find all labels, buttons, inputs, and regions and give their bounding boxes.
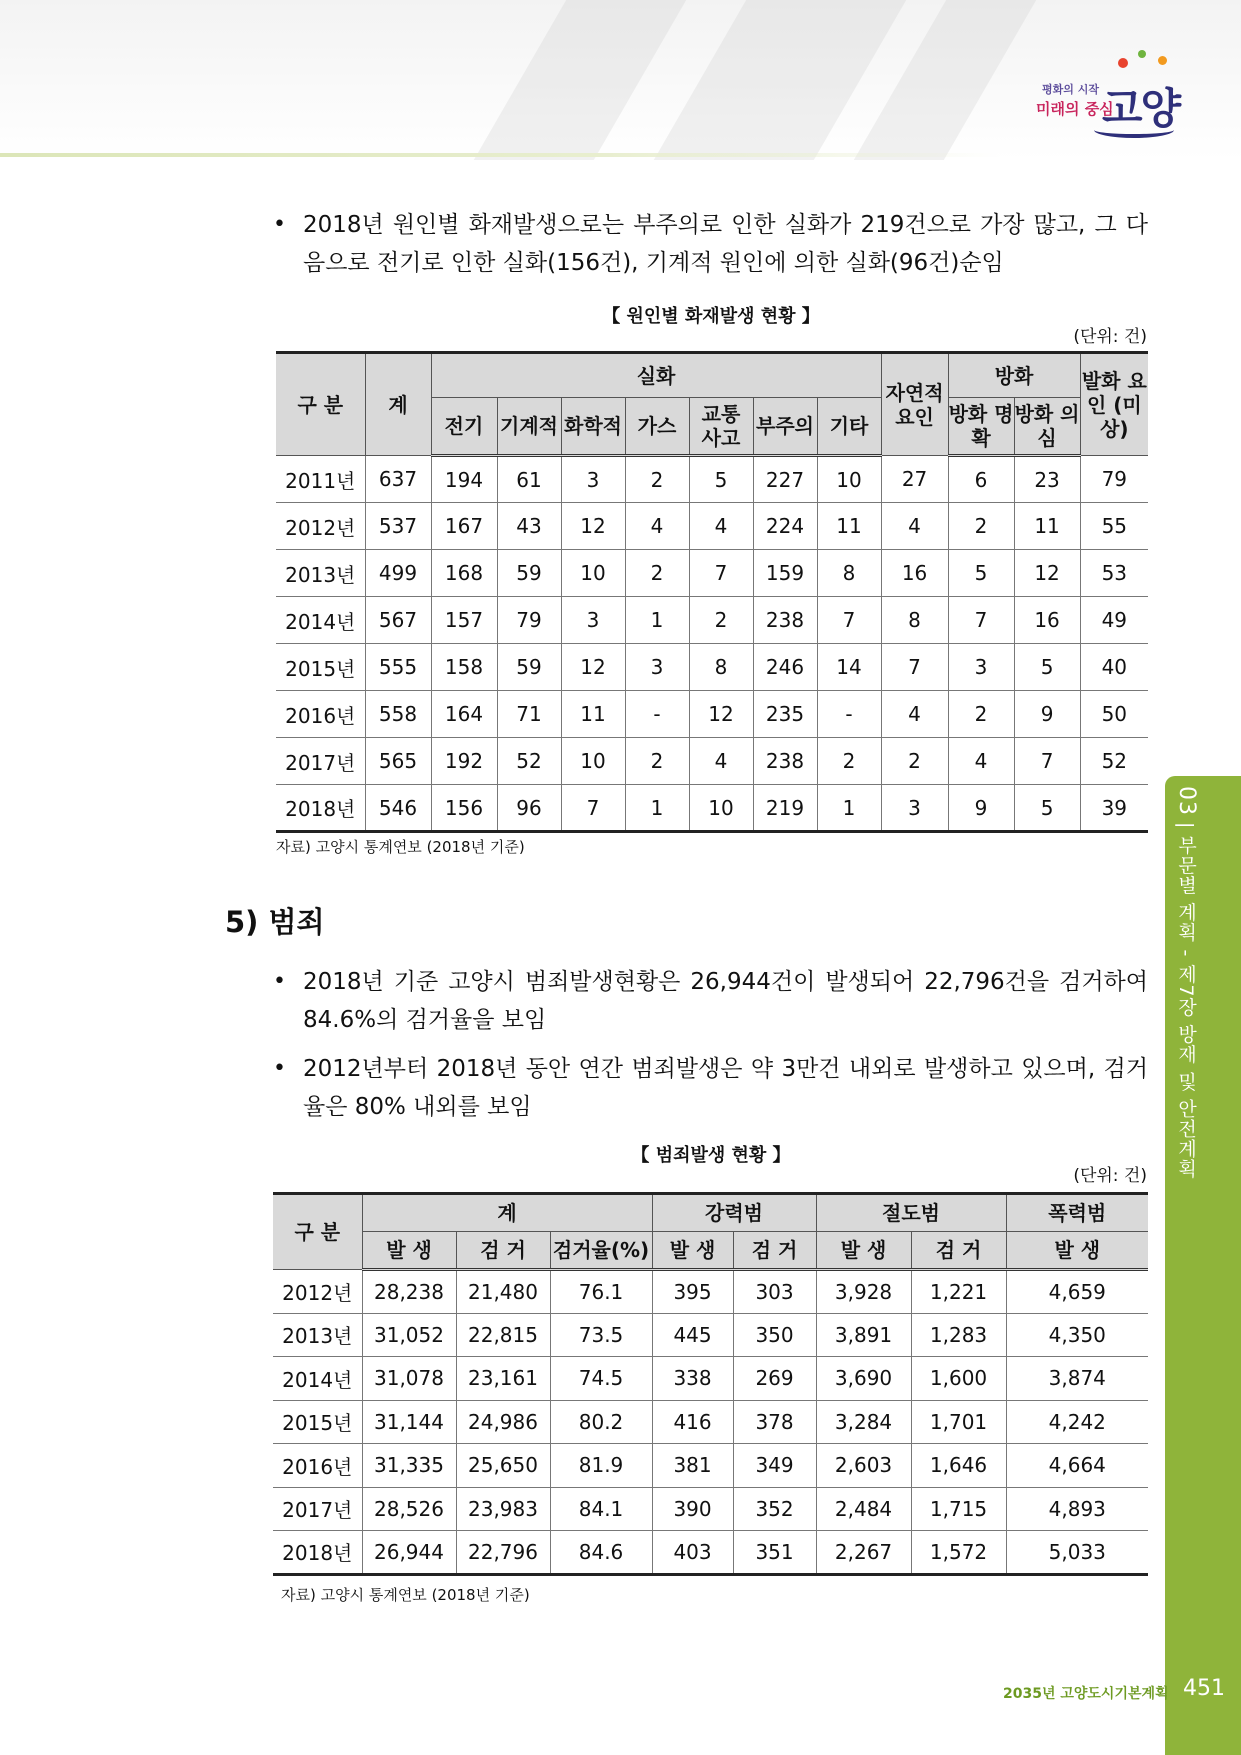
table-cell: 8: [881, 597, 948, 644]
table-cell: 50: [1080, 691, 1148, 738]
bullet-dot-icon: •: [273, 1056, 286, 1081]
table-cell: 10: [561, 738, 625, 785]
table-cell: 555: [365, 644, 431, 691]
table-cell: 16: [881, 550, 948, 597]
table-cell: 52: [1080, 738, 1148, 785]
table-cell: 9: [1014, 691, 1080, 738]
bullet-dot-icon: •: [273, 969, 286, 994]
table-cell: 338: [652, 1357, 733, 1401]
row-year-cell: 2016년: [273, 1444, 362, 1488]
table-cell: 3: [881, 785, 948, 832]
table-cell: 74.5: [550, 1357, 652, 1401]
logo-slogan-top: 평화의 시작: [1042, 83, 1099, 96]
crime-table-title: 【 범죄발생 현황 】: [631, 1145, 791, 1166]
table-cell: 11: [817, 503, 881, 550]
table-cell: 403: [652, 1531, 733, 1575]
chapter-side-label: 03|부문별 계획 - 제7장 방재 및 안전계획: [1174, 786, 1199, 1179]
table-cell: 31,335: [362, 1444, 456, 1488]
table-cell: 349: [733, 1444, 816, 1488]
table-cell: 9: [948, 785, 1014, 832]
table-cell: 71: [497, 691, 561, 738]
table-cell: 4,350: [1006, 1313, 1148, 1357]
header-theft-occur: 발 생: [816, 1232, 911, 1270]
table-cell: 395: [652, 1270, 733, 1314]
table-cell: 4: [881, 691, 948, 738]
header-total-rate: 검거율(%): [550, 1232, 652, 1270]
table-cell: 84.1: [550, 1487, 652, 1531]
section-title: 5) 범죄: [225, 905, 325, 939]
chapter-number: 03: [1174, 786, 1199, 816]
table-cell: 23: [1014, 456, 1080, 503]
table-row: [273, 1531, 1148, 1575]
table-cell: 28,526: [362, 1487, 456, 1531]
crime-table: [273, 1192, 1148, 1576]
table-cell: 2,267: [816, 1531, 911, 1575]
table-cell: 1: [625, 597, 689, 644]
table-cell: 1,572: [911, 1531, 1006, 1575]
table-cell: 7: [881, 644, 948, 691]
header-violent-occur: 발 생: [652, 1232, 733, 1270]
table-cell: 27: [881, 456, 948, 503]
table-cell: 558: [365, 691, 431, 738]
table-cell: 567: [365, 597, 431, 644]
table-row: [276, 785, 1148, 832]
row-year-cell: 2016년: [276, 691, 365, 738]
table-row: [273, 1357, 1148, 1401]
table-cell: 39: [1080, 785, 1148, 832]
table-cell: 21,480: [456, 1270, 550, 1314]
table-cell: 7: [948, 597, 1014, 644]
table-cell: 219: [753, 785, 817, 832]
table-cell: 23,983: [456, 1487, 550, 1531]
bullet-dot-icon: •: [273, 212, 286, 237]
table-row: [273, 1487, 1148, 1531]
table-cell: 31,052: [362, 1313, 456, 1357]
header-arson-clear: 방화 명확: [948, 398, 1014, 456]
footer-document-title: 2035년 고양도시기본계획: [1003, 1686, 1169, 1702]
table-cell: 4: [948, 738, 1014, 785]
table-cell: 4,242: [1006, 1400, 1148, 1444]
row-year-cell: 2014년: [276, 597, 365, 644]
header-theft: 절도범: [816, 1194, 1006, 1232]
table-cell: 238: [753, 738, 817, 785]
table-row: [276, 597, 1148, 644]
table-cell: 168: [431, 550, 497, 597]
table-cell: 2: [948, 691, 1014, 738]
table-cell: 55: [1080, 503, 1148, 550]
row-year-cell: 2012년: [273, 1270, 362, 1314]
table-cell: 11: [561, 691, 625, 738]
table-cell: 7: [817, 597, 881, 644]
fire-table-title: 【 원인별 화재발생 현황 】: [602, 306, 820, 327]
table-cell: 8: [817, 550, 881, 597]
table-cell: 2: [625, 456, 689, 503]
table-cell: 5: [1014, 785, 1080, 832]
table-cell: 61: [497, 456, 561, 503]
header-total: 계: [362, 1194, 652, 1232]
table-cell: 4: [625, 503, 689, 550]
table-cell: 7: [689, 550, 753, 597]
table-cell: 22,815: [456, 1313, 550, 1357]
table-cell: 5: [948, 550, 1014, 597]
table-cell: 10: [561, 550, 625, 597]
table-cell: 3: [948, 644, 1014, 691]
row-year-cell: 2012년: [276, 503, 365, 550]
page-number: 451: [1183, 1676, 1225, 1701]
table-cell: 3: [561, 456, 625, 503]
table-row: [276, 738, 1148, 785]
fire-table-source: 자료) 고양시 통계연보 (2018년 기준): [276, 838, 525, 856]
table-cell: 76.1: [550, 1270, 652, 1314]
table-row: [273, 1313, 1148, 1357]
table-cell: 192: [431, 738, 497, 785]
table-cell: 3,690: [816, 1357, 911, 1401]
table-cell: 59: [497, 644, 561, 691]
table-cell: 59: [497, 550, 561, 597]
table-cell: 227: [753, 456, 817, 503]
table-cell: 10: [817, 456, 881, 503]
crime-summary-bullet-1: [273, 963, 1148, 1039]
table-cell: 269: [733, 1357, 816, 1401]
table-cell: 164: [431, 691, 497, 738]
table-cell: 5,033: [1006, 1531, 1148, 1575]
header-unknown: 발화 요인 (미상): [1080, 353, 1148, 456]
header-total-occur: 발 생: [362, 1232, 456, 1270]
table-cell: 12: [561, 644, 625, 691]
crime-table-source: 자료) 고양시 통계연보 (2018년 기준): [281, 1586, 530, 1604]
crime-table-unit: (단위: 건): [1073, 1166, 1147, 1186]
header-arson-suspected: 방화 의심: [1014, 398, 1080, 456]
table-cell: 352: [733, 1487, 816, 1531]
table-cell: 3,891: [816, 1313, 911, 1357]
table-row: [276, 644, 1148, 691]
table-cell: 23,161: [456, 1357, 550, 1401]
table-cell: 158: [431, 644, 497, 691]
table-row: [273, 1444, 1148, 1488]
header-total: 계: [365, 353, 431, 456]
table-cell: 4: [689, 738, 753, 785]
table-cell: 303: [733, 1270, 816, 1314]
fire-cause-table: [276, 351, 1148, 833]
table-cell: 3,928: [816, 1270, 911, 1314]
table-cell: 2,603: [816, 1444, 911, 1488]
table-cell: 81.9: [550, 1444, 652, 1488]
table-cell: 351: [733, 1531, 816, 1575]
header-traffic: 교통 사고: [689, 398, 753, 456]
header-other: 기타: [817, 398, 881, 456]
table-cell: 2: [689, 597, 753, 644]
table-cell: 16: [1014, 597, 1080, 644]
table-row: [276, 503, 1148, 550]
header-divider: [0, 153, 1000, 157]
table-cell: 25,650: [456, 1444, 550, 1488]
table-cell: 2: [948, 503, 1014, 550]
row-year-cell: 2015년: [273, 1400, 362, 1444]
crime-summary-text-1: 2018년 기준 고양시 범죄발생현황은 26,944건이 발생되어 22,796건을 검거하여 84.6%의 검거율을 보임: [303, 969, 1148, 1033]
table-cell: 1,221: [911, 1270, 1006, 1314]
table-cell: 49: [1080, 597, 1148, 644]
table-cell: 546: [365, 785, 431, 832]
row-year-cell: 2013년: [273, 1313, 362, 1357]
header-assault: 폭력범: [1006, 1194, 1148, 1232]
table-cell: -: [817, 691, 881, 738]
table-cell: 4,893: [1006, 1487, 1148, 1531]
fire-summary-bullet: [273, 206, 1148, 282]
table-cell: 3,284: [816, 1400, 911, 1444]
table-cell: 79: [497, 597, 561, 644]
table-cell: 445: [652, 1313, 733, 1357]
table-cell: 3,874: [1006, 1357, 1148, 1401]
row-year-cell: 2017년: [273, 1487, 362, 1531]
table-cell: 1: [625, 785, 689, 832]
table-cell: 8: [689, 644, 753, 691]
table-cell: 194: [431, 456, 497, 503]
table-cell: 40: [1080, 644, 1148, 691]
row-year-cell: 2017년: [276, 738, 365, 785]
header-arson: 방화: [948, 353, 1080, 398]
table-cell: 10: [689, 785, 753, 832]
table-cell: 28,238: [362, 1270, 456, 1314]
table-cell: 381: [652, 1444, 733, 1488]
header-category: 구 분: [276, 353, 365, 456]
table-cell: 24,986: [456, 1400, 550, 1444]
header-natural: 자연적 요인: [881, 353, 948, 456]
table-cell: 537: [365, 503, 431, 550]
header-violent: 강력범: [652, 1194, 816, 1232]
table-row: [276, 550, 1148, 597]
table-cell: 73.5: [550, 1313, 652, 1357]
header-violent-arrest: 검 거: [733, 1232, 816, 1270]
header-accidental: 실화: [431, 353, 881, 398]
table-row: [276, 691, 1148, 738]
table-cell: 159: [753, 550, 817, 597]
header-category: 구 분: [273, 1194, 362, 1270]
table-row: [273, 1270, 1148, 1314]
table-cell: 14: [817, 644, 881, 691]
table-cell: 11: [1014, 503, 1080, 550]
table-cell: 26,944: [362, 1531, 456, 1575]
table-cell: 31,078: [362, 1357, 456, 1401]
table-cell: 1,646: [911, 1444, 1006, 1488]
table-cell: 4,659: [1006, 1270, 1148, 1314]
table-cell: -: [625, 691, 689, 738]
header-assault-occur: 발 생: [1006, 1232, 1148, 1270]
table-cell: 378: [733, 1400, 816, 1444]
table-cell: 2: [881, 738, 948, 785]
table-cell: 4: [689, 503, 753, 550]
table-cell: 416: [652, 1400, 733, 1444]
table-cell: 156: [431, 785, 497, 832]
table-cell: 3: [625, 644, 689, 691]
row-year-cell: 2018년: [276, 785, 365, 832]
goyang-logo: [1030, 48, 1190, 138]
table-cell: 2: [817, 738, 881, 785]
table-cell: 157: [431, 597, 497, 644]
table-cell: 12: [1014, 550, 1080, 597]
table-cell: 7: [561, 785, 625, 832]
table-cell: 6: [948, 456, 1014, 503]
table-cell: 637: [365, 456, 431, 503]
table-cell: 1,701: [911, 1400, 1006, 1444]
logo-name: 고양: [1102, 84, 1180, 133]
fire-table-unit: (단위: 건): [1073, 327, 1147, 347]
table-cell: 12: [689, 691, 753, 738]
header-chemical: 화학적: [561, 398, 625, 456]
table-cell: 167: [431, 503, 497, 550]
table-row: [273, 1400, 1148, 1444]
header-electric: 전기: [431, 398, 497, 456]
table-cell: 390: [652, 1487, 733, 1531]
chapter-title: 부문별 계획 - 제7장 방재 및 안전계획: [1175, 835, 1197, 1179]
row-year-cell: 2011년: [276, 456, 365, 503]
table-cell: 224: [753, 503, 817, 550]
table-cell: 2,484: [816, 1487, 911, 1531]
row-year-cell: 2014년: [273, 1357, 362, 1401]
table-cell: 12: [561, 503, 625, 550]
table-cell: 235: [753, 691, 817, 738]
table-cell: 1,600: [911, 1357, 1006, 1401]
table-cell: 52: [497, 738, 561, 785]
table-cell: 2: [625, 550, 689, 597]
fire-summary-text: 2018년 원인별 화재발생으로는 부주의로 인한 실화가 219건으로 가장 많고, 그 다음으로 전기로 인한 실화(156건), 기계적 원인에 의한 실화(96건)순임: [303, 212, 1148, 276]
table-cell: 80.2: [550, 1400, 652, 1444]
table-cell: 5: [689, 456, 753, 503]
table-cell: 238: [753, 597, 817, 644]
header-mechanical: 기계적: [497, 398, 561, 456]
crime-summary-bullet-2: [273, 1050, 1148, 1126]
table-cell: 4,664: [1006, 1444, 1148, 1488]
table-cell: 43: [497, 503, 561, 550]
table-cell: 1: [817, 785, 881, 832]
table-cell: 1,283: [911, 1313, 1006, 1357]
table-cell: 1,715: [911, 1487, 1006, 1531]
table-cell: 4: [881, 503, 948, 550]
row-year-cell: 2015년: [276, 644, 365, 691]
table-cell: 5: [1014, 644, 1080, 691]
table-cell: 31,144: [362, 1400, 456, 1444]
table-cell: 499: [365, 550, 431, 597]
table-cell: 53: [1080, 550, 1148, 597]
table-cell: 2: [625, 738, 689, 785]
crime-summary-text-2: 2012년부터 2018년 동안 연간 범죄발생은 약 3만건 내외로 발생하고 있으며, 검거율은 80% 내외를 보임: [303, 1056, 1148, 1120]
table-cell: 22,796: [456, 1531, 550, 1575]
header-gas: 가스: [625, 398, 689, 456]
header-theft-arrest: 검 거: [911, 1232, 1006, 1270]
header-total-arrest: 검 거: [456, 1232, 550, 1270]
row-year-cell: 2013년: [276, 550, 365, 597]
table-cell: 3: [561, 597, 625, 644]
table-cell: 7: [1014, 738, 1080, 785]
table-cell: 79: [1080, 456, 1148, 503]
table-row: [276, 456, 1148, 503]
table-cell: 565: [365, 738, 431, 785]
header-carelessness: 부주의: [753, 398, 817, 456]
table-cell: 84.6: [550, 1531, 652, 1575]
table-cell: 96: [497, 785, 561, 832]
logo-slogan-bottom: 미래의 중심: [1036, 100, 1114, 118]
row-year-cell: 2018년: [273, 1531, 362, 1575]
table-cell: 246: [753, 644, 817, 691]
table-cell: 350: [733, 1313, 816, 1357]
